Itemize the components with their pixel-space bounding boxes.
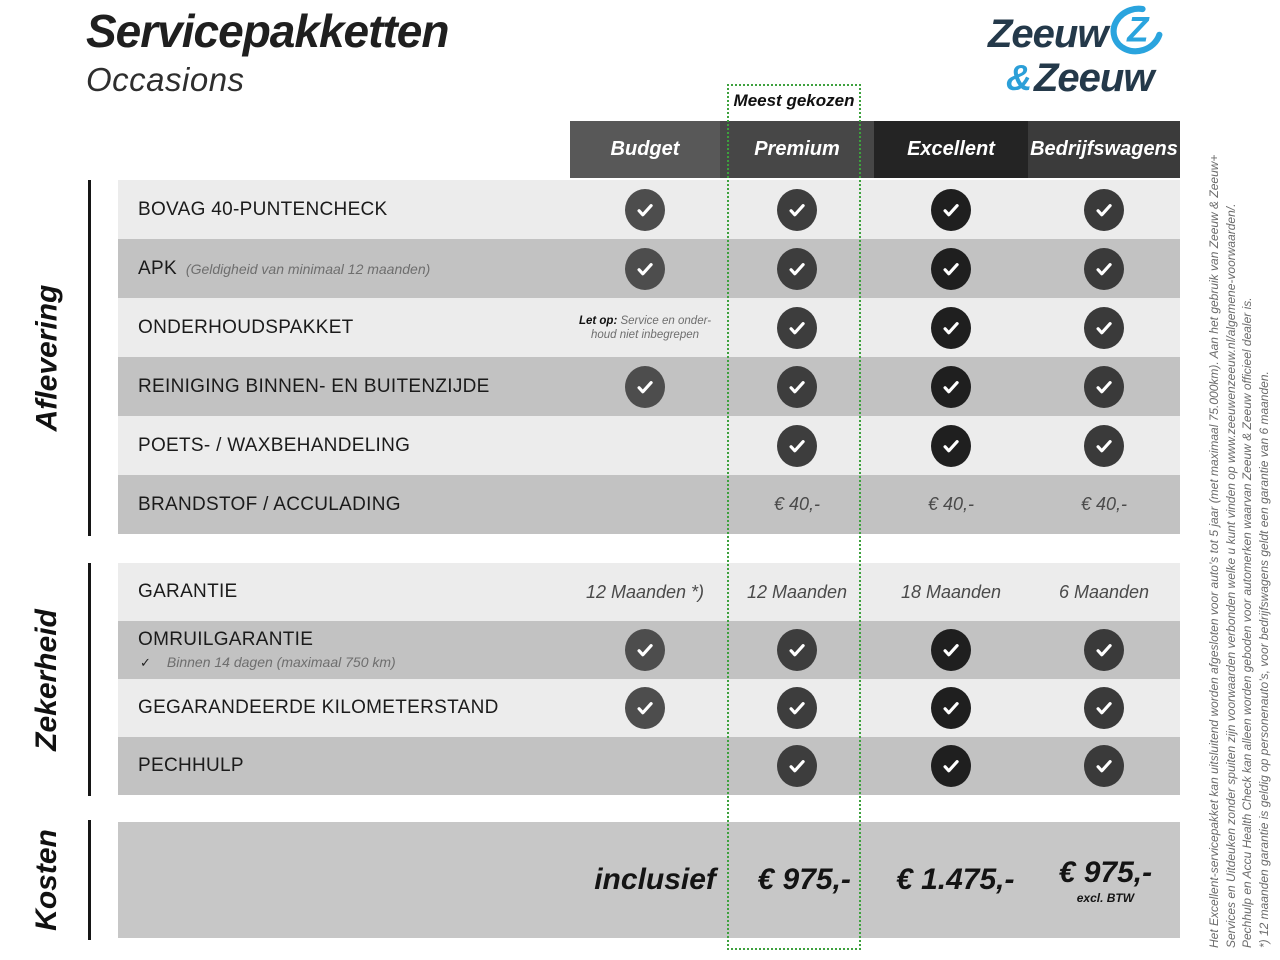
cost-text: € 975,-	[1058, 855, 1153, 889]
row-inline-note: (Geldigheid van minimaal 12 maanden)	[185, 260, 431, 277]
check-icon	[1084, 687, 1124, 729]
check-icon	[777, 687, 817, 729]
value-cell	[874, 298, 1028, 357]
section-rule-aflevering	[88, 180, 91, 536]
brand-word-1: Zeeuw	[988, 11, 1108, 56]
table-row	[118, 357, 1180, 416]
row-label: OMRUILGARANTIE	[138, 629, 314, 650]
row-label: PECHHULP	[138, 755, 244, 776]
table-row	[118, 475, 1180, 534]
cost-text: inclusief	[594, 863, 716, 896]
value-cell	[874, 475, 1028, 534]
cell-value: € 40,-	[1080, 494, 1128, 514]
value-cell	[570, 239, 720, 298]
value-cell	[570, 737, 720, 795]
row-label: POETS- / WAXBEHANDELING	[138, 434, 411, 456]
table-row	[118, 563, 1180, 621]
title-block	[86, 6, 448, 99]
value-cell	[1028, 357, 1180, 416]
value-cell	[720, 416, 874, 475]
value-cell	[570, 475, 720, 534]
row-label: ONDERHOUDSPAKKET	[138, 316, 354, 338]
brand-line-2	[1006, 56, 1198, 101]
row-subline-text: Binnen 14 dagen (maximaal 750 km)	[166, 654, 396, 670]
footnote-line: Het Excellent-servicepakket kan uitsluitend worden afgesloten voor auto’s tot 5 jaar (met maximaal 75.000km). Aan het gebruik van Zeeuw & Zeeuw+	[1207, 154, 1221, 948]
cost-value-excellent	[880, 822, 1031, 938]
value-cell	[720, 357, 874, 416]
cell-note	[570, 314, 720, 342]
row-label-cell	[118, 239, 570, 298]
row-label: GEGARANDEERDE KILOMETERSTAND	[138, 697, 499, 718]
check-icon	[1084, 366, 1124, 408]
check-icon	[777, 248, 817, 290]
section-label-box	[14, 180, 80, 536]
check-icon	[931, 307, 971, 349]
footnote-line: Pechhulp en Accu Health Check kan alleen worden geboden voor automerken waarvan Zeeuw & Zeeuw officieel dealer is.	[1240, 297, 1254, 948]
value-cell	[874, 563, 1028, 621]
section-label-zekerheid: Zekerheid	[30, 608, 64, 751]
section-label-aflevering: Aflevering	[30, 284, 63, 432]
value-cell	[720, 679, 874, 737]
brand-logo	[988, 6, 1198, 101]
logo-z-swoosh-icon	[1109, 2, 1165, 61]
costs-band	[118, 822, 1180, 938]
check-icon	[777, 629, 817, 671]
check-icon	[931, 366, 971, 408]
table-row	[118, 416, 1180, 475]
check-icon	[931, 189, 971, 231]
value-cell	[874, 679, 1028, 737]
section-label-kosten: Kosten	[30, 829, 63, 931]
table-row	[118, 737, 1180, 795]
row-label-cell	[118, 563, 570, 621]
check-icon	[777, 366, 817, 408]
column-header-excellent: Excellent	[874, 121, 1028, 178]
check-icon	[777, 745, 817, 787]
check-icon	[625, 366, 665, 408]
cost-text: € 1.475,-	[896, 863, 1015, 896]
value-cell	[720, 180, 874, 239]
value-cell	[570, 180, 720, 239]
check-icon	[777, 307, 817, 349]
value-cell	[1028, 180, 1180, 239]
column-headers	[570, 121, 1180, 178]
row-label: BOVAG 40-PUNTENCHECK	[138, 198, 388, 220]
check-icon	[1084, 189, 1124, 231]
column-header-budget: Budget	[570, 121, 720, 178]
brand-word-2: Zeeuw	[1034, 56, 1154, 101]
section-rule-zekerheid	[88, 563, 91, 796]
costs-spacer	[118, 822, 581, 938]
check-icon	[1084, 307, 1124, 349]
value-cell	[1028, 475, 1180, 534]
cost-value-premium	[729, 822, 880, 938]
page-subtitle: Occasions	[86, 60, 245, 98]
row-label: APK	[138, 257, 177, 279]
section-label-box	[14, 820, 80, 940]
check-icon	[1084, 629, 1124, 671]
value-cell	[1028, 737, 1180, 795]
value-cell	[720, 239, 874, 298]
page-title: Servicepakketten	[86, 5, 449, 57]
check-icon	[625, 248, 665, 290]
cell-value: 6 Maanden	[1058, 581, 1150, 602]
value-cell	[720, 475, 874, 534]
check-icon	[1084, 248, 1124, 290]
check-icon	[931, 629, 971, 671]
check-icon	[1084, 745, 1124, 787]
brand-ampersand: &	[1006, 57, 1032, 99]
value-cell	[720, 298, 874, 357]
value-cell	[570, 679, 720, 737]
row-label-cell	[118, 357, 570, 416]
column-header-premium: Premium	[720, 121, 874, 178]
value-cell	[570, 621, 720, 679]
value-cell	[570, 357, 720, 416]
footnote-line: Services en Uitdeuken zonder spuiten zijn voorwaarden verbonden welke u kunt vinden op www.zeeuwenzeeuw.nl/algemene-voorwaarden/.	[1223, 203, 1238, 948]
table-row	[118, 239, 1180, 298]
footnotes	[1206, 92, 1272, 948]
check-icon	[777, 189, 817, 231]
row-label: GARANTIE	[138, 581, 238, 602]
best-choice-label: Meest gekozen	[733, 91, 855, 110]
cell-value: € 40,-	[773, 494, 821, 514]
table-row	[118, 679, 1180, 737]
row-label-cell	[118, 475, 570, 534]
value-cell	[1028, 416, 1180, 475]
cost-value-bedrijfswagens	[1031, 822, 1180, 938]
row-label-cell	[118, 621, 570, 679]
check-icon	[931, 687, 971, 729]
value-cell	[874, 621, 1028, 679]
cell-value: € 40,-	[927, 494, 975, 514]
cell-note-text: Service en onder-	[617, 314, 712, 327]
cell-value: 12 Maanden	[746, 581, 848, 602]
value-cell	[1028, 621, 1180, 679]
table-row	[118, 180, 1180, 239]
check-icon	[931, 745, 971, 787]
section-label-box	[14, 563, 80, 796]
row-label-cell	[118, 679, 570, 737]
section-rows-zekerheid	[118, 563, 1180, 795]
small-check-icon: ✓	[140, 655, 151, 670]
value-cell	[570, 416, 720, 475]
cell-value: 12 Maanden *)	[585, 581, 705, 602]
value-cell	[874, 239, 1028, 298]
value-cell	[720, 563, 874, 621]
value-cell	[720, 737, 874, 795]
value-cell	[1028, 679, 1180, 737]
value-cell	[1028, 298, 1180, 357]
value-cell	[874, 416, 1028, 475]
value-cell	[874, 737, 1028, 795]
row-label: REINIGING BINNEN- EN BUITENZIJDE	[138, 375, 490, 397]
row-label-cell	[118, 180, 570, 239]
cell-value: 18 Maanden	[900, 581, 1002, 602]
cost-text: € 975,-	[757, 863, 851, 896]
section-rows-aflevering	[118, 180, 1180, 534]
check-icon	[625, 687, 665, 729]
check-icon	[1084, 425, 1124, 467]
row-label-cell	[118, 416, 570, 475]
cell-note-text: houd niet inbegrepen	[590, 328, 700, 341]
check-icon	[931, 248, 971, 290]
check-icon	[625, 189, 665, 231]
row-label-cell	[118, 737, 570, 795]
value-cell	[570, 563, 720, 621]
row-subline	[138, 654, 396, 671]
value-cell	[874, 180, 1028, 239]
table-row	[118, 621, 1180, 679]
check-icon	[625, 629, 665, 671]
value-cell	[1028, 563, 1180, 621]
value-cell	[1028, 239, 1180, 298]
footnote-line: *) 12 maanden garantie is geldig op personenauto’s, voor bedrijfswagens geldt een garantie van 6 maanden.	[1256, 371, 1271, 948]
check-icon	[931, 425, 971, 467]
brand-line-1	[988, 6, 1198, 61]
row-label: BRANDSTOF / ACCULADING	[138, 493, 401, 515]
row-label-cell	[118, 298, 570, 357]
cell-note-bold: Let op:	[578, 314, 618, 327]
cost-vat-note: excl. BTW	[1076, 890, 1135, 905]
check-icon	[777, 425, 817, 467]
value-cell	[874, 357, 1028, 416]
value-cell	[720, 621, 874, 679]
cost-value-budget	[581, 822, 728, 938]
column-header-bedrijfswagens: Bedrijfswagens	[1028, 121, 1180, 178]
section-rule-kosten	[88, 820, 91, 940]
svg-text:Z: Z	[1127, 10, 1150, 50]
value-cell	[570, 298, 720, 357]
table-row	[118, 298, 1180, 357]
